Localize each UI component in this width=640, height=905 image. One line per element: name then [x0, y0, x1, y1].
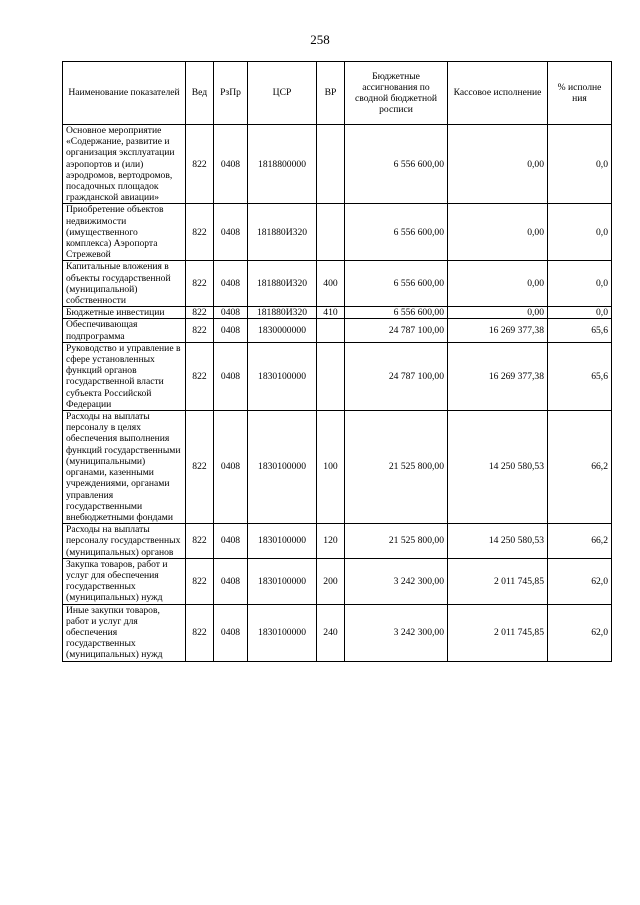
cell-vr: [317, 342, 345, 410]
cell-assignments: 21 525 800,00: [345, 524, 448, 559]
cell-ved: 822: [186, 342, 214, 410]
cell-percent: 62,0: [548, 558, 612, 604]
cell-csr: 1830000000: [248, 319, 317, 342]
cell-percent: 65,6: [548, 342, 612, 410]
header-row: [63, 62, 612, 125]
cell-assignments: 6 556 600,00: [345, 204, 448, 261]
cell-vr: [317, 125, 345, 204]
cell-vr: 400: [317, 261, 345, 307]
cell-vr: 100: [317, 411, 345, 524]
table-row: [63, 125, 612, 204]
cell-rzpr: 0408: [214, 204, 248, 261]
cell-rzpr: 0408: [214, 524, 248, 559]
table-row: [63, 558, 612, 604]
cell-csr: 1830100000: [248, 604, 317, 661]
cell-cash: 14 250 580,53: [448, 524, 548, 559]
table-row: [63, 319, 612, 342]
cell-rzpr: 0408: [214, 411, 248, 524]
cell-rzpr: 0408: [214, 558, 248, 604]
cell-ved: 822: [186, 307, 214, 319]
cell-vr: [317, 319, 345, 342]
cell-name: Бюджетные инвестиции: [63, 307, 186, 319]
cell-ved: 822: [186, 319, 214, 342]
cell-assignments: 24 787 100,00: [345, 342, 448, 410]
cell-percent: 0,0: [548, 307, 612, 319]
cell-assignments: 6 556 600,00: [345, 307, 448, 319]
cell-rzpr: 0408: [214, 125, 248, 204]
cell-csr: 1830100000: [248, 342, 317, 410]
cell-assignments: 3 242 300,00: [345, 604, 448, 661]
cell-ved: 822: [186, 204, 214, 261]
cell-ved: 822: [186, 411, 214, 524]
cell-name: Расходы на выплаты персоналу в целях обеспечения выполнения функций государственными (муниципальными) органами, казенными учреждениями, органами управления государственными внебюджетными фондами: [63, 411, 186, 524]
cell-percent: 0,0: [548, 261, 612, 307]
cell-name: Руководство и управление в сфере установленных функций органов государственной власти субъекта Российской Федерации: [63, 342, 186, 410]
cell-name: Обеспечивающая подпрограмма: [63, 319, 186, 342]
cell-ved: 822: [186, 261, 214, 307]
cell-assignments: 3 242 300,00: [345, 558, 448, 604]
cell-ved: 822: [186, 558, 214, 604]
cell-cash: 16 269 377,38: [448, 342, 548, 410]
cell-csr: 1830100000: [248, 411, 317, 524]
cell-cash: 0,00: [448, 261, 548, 307]
cell-name: Расходы на выплаты персоналу государственных (муниципальных) органов: [63, 524, 186, 559]
header-rzpr: РзПр: [214, 62, 248, 125]
cell-cash: 2 011 745,85: [448, 558, 548, 604]
cell-rzpr: 0408: [214, 307, 248, 319]
cell-vr: 410: [317, 307, 345, 319]
cell-name: Закупка товаров, работ и услуг для обеспечения государственных (муниципальных) нужд: [63, 558, 186, 604]
cell-name: Основное мероприятие «Содержание, развитие и организация эксплуатации аэропортов и (или) аэродромов, вертодромов, посадочных площадок гражданской авиации»: [63, 125, 186, 204]
cell-vr: 200: [317, 558, 345, 604]
cell-csr: 1830100000: [248, 524, 317, 559]
page-number: 258: [310, 32, 330, 47]
cell-vr: 240: [317, 604, 345, 661]
cell-ved: 822: [186, 604, 214, 661]
cell-csr: 1818800000: [248, 125, 317, 204]
cell-rzpr: 0408: [214, 342, 248, 410]
cell-ved: 822: [186, 125, 214, 204]
header-ved: Вед: [186, 62, 214, 125]
cell-cash: 2 011 745,85: [448, 604, 548, 661]
cell-vr: [317, 204, 345, 261]
cell-name: Приобретение объектов недвижимости (имущественного комплекса) Аэропорта Стрежевой: [63, 204, 186, 261]
cell-percent: 65,6: [548, 319, 612, 342]
header-csr: ЦСР: [248, 62, 317, 125]
cell-rzpr: 0408: [214, 319, 248, 342]
cell-percent: 66,2: [548, 524, 612, 559]
cell-rzpr: 0408: [214, 261, 248, 307]
table-row: [63, 342, 612, 410]
table-row: [63, 261, 612, 307]
table-row: [63, 204, 612, 261]
cell-cash: 0,00: [448, 204, 548, 261]
table-row: [63, 604, 612, 661]
header-name: Наименование показателей: [63, 62, 186, 125]
table-row: [63, 524, 612, 559]
cell-rzpr: 0408: [214, 604, 248, 661]
cell-percent: 62,0: [548, 604, 612, 661]
cell-csr: 181880И320: [248, 307, 317, 319]
cell-csr: 181880И320: [248, 261, 317, 307]
cell-percent: 66,2: [548, 411, 612, 524]
cell-name: Капитальные вложения в объекты государственной (муниципальной) собственности: [63, 261, 186, 307]
cell-vr: 120: [317, 524, 345, 559]
header-assignments: Бюджетные ассигнования по сводной бюджетной росписи: [345, 62, 448, 125]
header-cash-execution: Кассовое исполнение: [448, 62, 548, 125]
cell-percent: 0,0: [548, 204, 612, 261]
table-row: [63, 411, 612, 524]
cell-csr: 181880И320: [248, 204, 317, 261]
budget-table: [62, 61, 612, 662]
cell-name: Иные закупки товаров, работ и услуг для обеспечения государственных (муниципальных) нужд: [63, 604, 186, 661]
header-vr: ВР: [317, 62, 345, 125]
cell-cash: 0,00: [448, 125, 548, 204]
cell-assignments: 24 787 100,00: [345, 319, 448, 342]
table-row: [63, 307, 612, 319]
cell-cash: 14 250 580,53: [448, 411, 548, 524]
cell-percent: 0,0: [548, 125, 612, 204]
cell-assignments: 6 556 600,00: [345, 125, 448, 204]
header-percent: % исполне ния: [548, 62, 612, 125]
cell-assignments: 6 556 600,00: [345, 261, 448, 307]
cell-csr: 1830100000: [248, 558, 317, 604]
cell-ved: 822: [186, 524, 214, 559]
cell-assignments: 21 525 800,00: [345, 411, 448, 524]
cell-cash: 16 269 377,38: [448, 319, 548, 342]
cell-cash: 0,00: [448, 307, 548, 319]
